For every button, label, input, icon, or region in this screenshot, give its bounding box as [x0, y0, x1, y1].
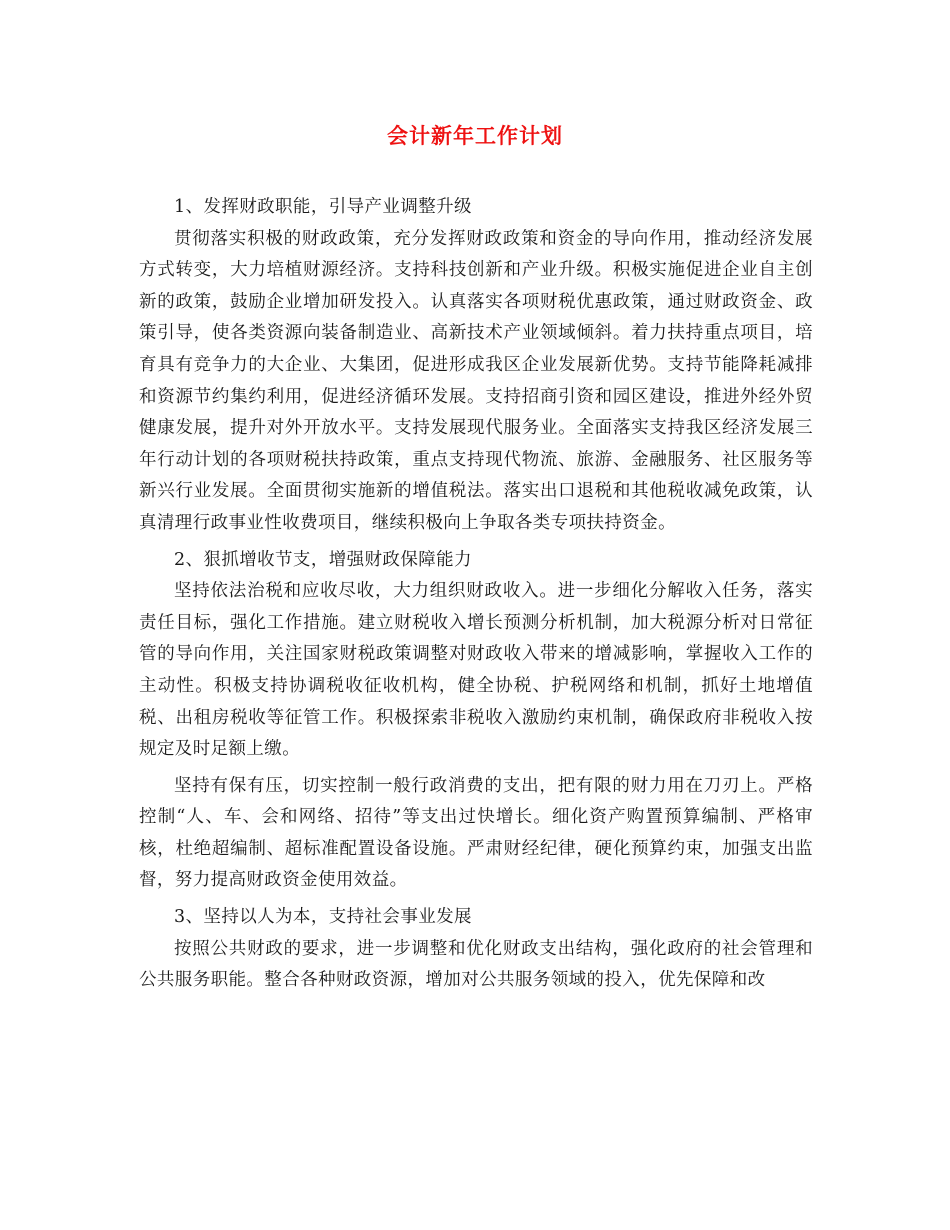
document-title: 会计新年工作计划 — [387, 123, 563, 148]
document-body — [139, 192, 813, 997]
section-heading-1: 1、发挥财政职能，引导产业调整升级 — [174, 197, 472, 217]
section-heading-2: 2、狠抓增收节支，增强财政保障能力 — [174, 549, 472, 570]
section-1-paragraph-1: 贯彻落实积极的财政政策，充分发挥财政政策和资金的导向作用，推动经济发展方式转变，大力培植财源经济。支持科技创新和产业升级。积极实施促进企业自主创新的政策，鼓励企业增加研发投入。认真落实各项财税优惠政策，通过财政资金、政策引导，使各类资源向装备制造业、高新技术产业领域倾斜。着力扶持重点项目，培育具有竞争力的大企业、大集团，促进形成我区企业发展新优势。支持节能降耗减排和资源节约集约利用，促进经济循环发展。支持招商引资和园区建设，推进外经外贸健康发展，提升对外开放水平。支持发展现代服务业。全面落实支持我区经济发展三年行动计划的各项财税扶持政策，重点支持现代物流、旅游、金融服务、社区服务等新兴行业发展。全面贯彻实施新的增值税法。落实出口退税和其他税收减免政策，认真清理行政事业性收费项目，继续积极向上争取各类专项扶持资金。 — [139, 228, 813, 533]
section-2-paragraph-1: 坚持依法治税和应收尽收，大力组织财政收入。进一步细化分解收入任务，落实责任目标，强化工作措施。建立财税收入增长预测分析机制，加大税源分析对日常征管的导向作用，关注国家财税政策调整对财政收入带来的增减影响，掌握收入工作的主动性。积极支持协调税收征收机构，健全协税、护税网络和机制，抓好土地增值税、出租房税收等征管工作。积极探索非税收入激励约束机制，确保政府非税收入按规定及时足额上缴。 — [139, 581, 813, 760]
section-2-paragraph-2: 坚持有保有压，切实控制一般行政消费的支出，把有限的财力用在刀刃上。严格控制“人、车、会和网络、招待”等支出过快增长。细化资产购置预算编制、严格审核，杜绝超编制、超标准配置设备设施。严肃财经纪律，硬化预算约束，加强支出监督，努力提高财政资金使用效益。 — [139, 775, 813, 891]
section-3-paragraph-1: 按照公共财政的要求，进一步调整和优化财政支出结构，强化政府的社会管理和公共服务职能。整合各种财政资源，增加对公共服务领域的投入，优先保障和改 — [139, 938, 813, 991]
section-heading-3: 3、坚持以人为本，支持社会事业发展 — [174, 907, 472, 928]
